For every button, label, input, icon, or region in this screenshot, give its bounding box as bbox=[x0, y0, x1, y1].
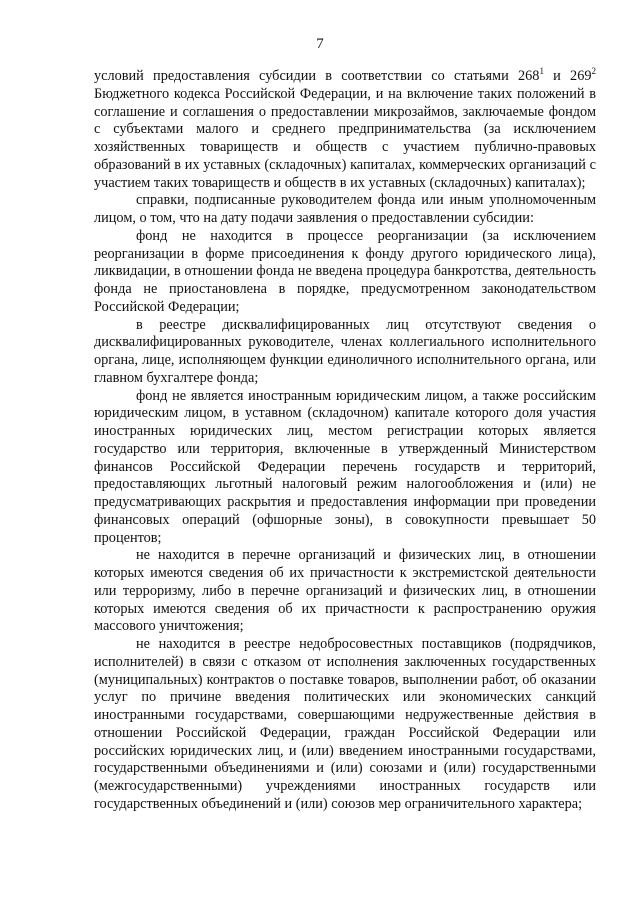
footnote-superscript: 2 bbox=[591, 66, 596, 76]
paragraph-continuation bbox=[94, 68, 596, 192]
paragraph-no-reorganization: фонд не находится в процессе реорганизации (за исключением реорганизации в форме присоединения к фонду другого юридического лица), ликвидации, в отношении фонда не введена процедура банкротства, деятельность фонда не приостановлена в порядке, предусмотренном законодательством Российской Федерации; bbox=[94, 227, 596, 315]
footnote-superscript: 1 bbox=[539, 66, 544, 76]
paragraph-text: Бюджетного кодекса Российской Федерации, и на включение таких положений в соглашение и соглашения о предоставлении микрозаймов, заключаемые фондом с субъектами малого и среднего предпринимательства (за исключением хозяйственных товариществ и обществ с участием публично-правовых образований в их уставных (складочных) капиталах, коммерческих организаций с участием таких товариществ и обществ в их уставных (складочных) капиталах); bbox=[94, 85, 596, 191]
page-number: 7 bbox=[316, 36, 324, 52]
paragraph-extremism-list: не находится в перечне организаций и физических лиц, в отношении которых имеются сведения об их причастности к экстремистской деятельности или терроризму, либо в перечне организаций и физических лиц, в отношении которых имеются сведения об их причастности к распространению оружия массового уничтожения; bbox=[94, 547, 596, 635]
paragraph-certificates-intro: справки, подписанные руководителем фонда или иным уполномоченным лицом, о том, что на дату подачи заявления о предоставлении субсидии: bbox=[94, 192, 596, 226]
paragraph-unfair-suppliers-registry: не находится в реестре недобросовестных поставщиков (подрядчиков, исполнителей) в связи с отказом от исполнения заключенных государственных (муниципальных) контрактов о поставке товаров, выполнении работ, об оказании услуг по причине введения политических или экономических санкций иностранными государствами, совершающими недружественные действия в отношении Российской Федерации, граждан Российской Федерации или российских юридических лиц, и (или) введением иностранными государствами, государственными объединениями и (или) союзами и (или) государственными (межгосударственными) учреждениями иностранных государств или государственных объединений и (или) союзов мер ограничительного характера; bbox=[94, 636, 596, 812]
paragraph-text: условий предоставления субсидии в соответствии со статьями 268 bbox=[94, 68, 540, 84]
paragraph-not-foreign-entity: фонд не является иностранным юридическим лицом, а также российским юридическим лицом, в уставном (складочном) капитале которого доля участия иностранных юридических лиц, местом регистрации которых является государство или территория, включенные в утвержденный Министерством финансов Российской Федерации перечень государств и территорий, предоставляющих льготный налоговый режим налогообложения и (или) не предусматривающих раскрытия и предоставления информации при проведении финансовых операций (офшорные зоны), в совокупности превышает 50 процентов; bbox=[94, 387, 596, 546]
document-body bbox=[94, 68, 596, 814]
paragraph-disqualified-persons: в реестре дисквалифицированных лиц отсутствуют сведения о дисквалифицированных руководителе, членах коллегиального исполнительного органа, лице, исполняющем функции единоличного исполнительного органа, или главном бухгалтере фонда; bbox=[94, 316, 596, 386]
paragraph-text: и 269 bbox=[543, 68, 592, 84]
